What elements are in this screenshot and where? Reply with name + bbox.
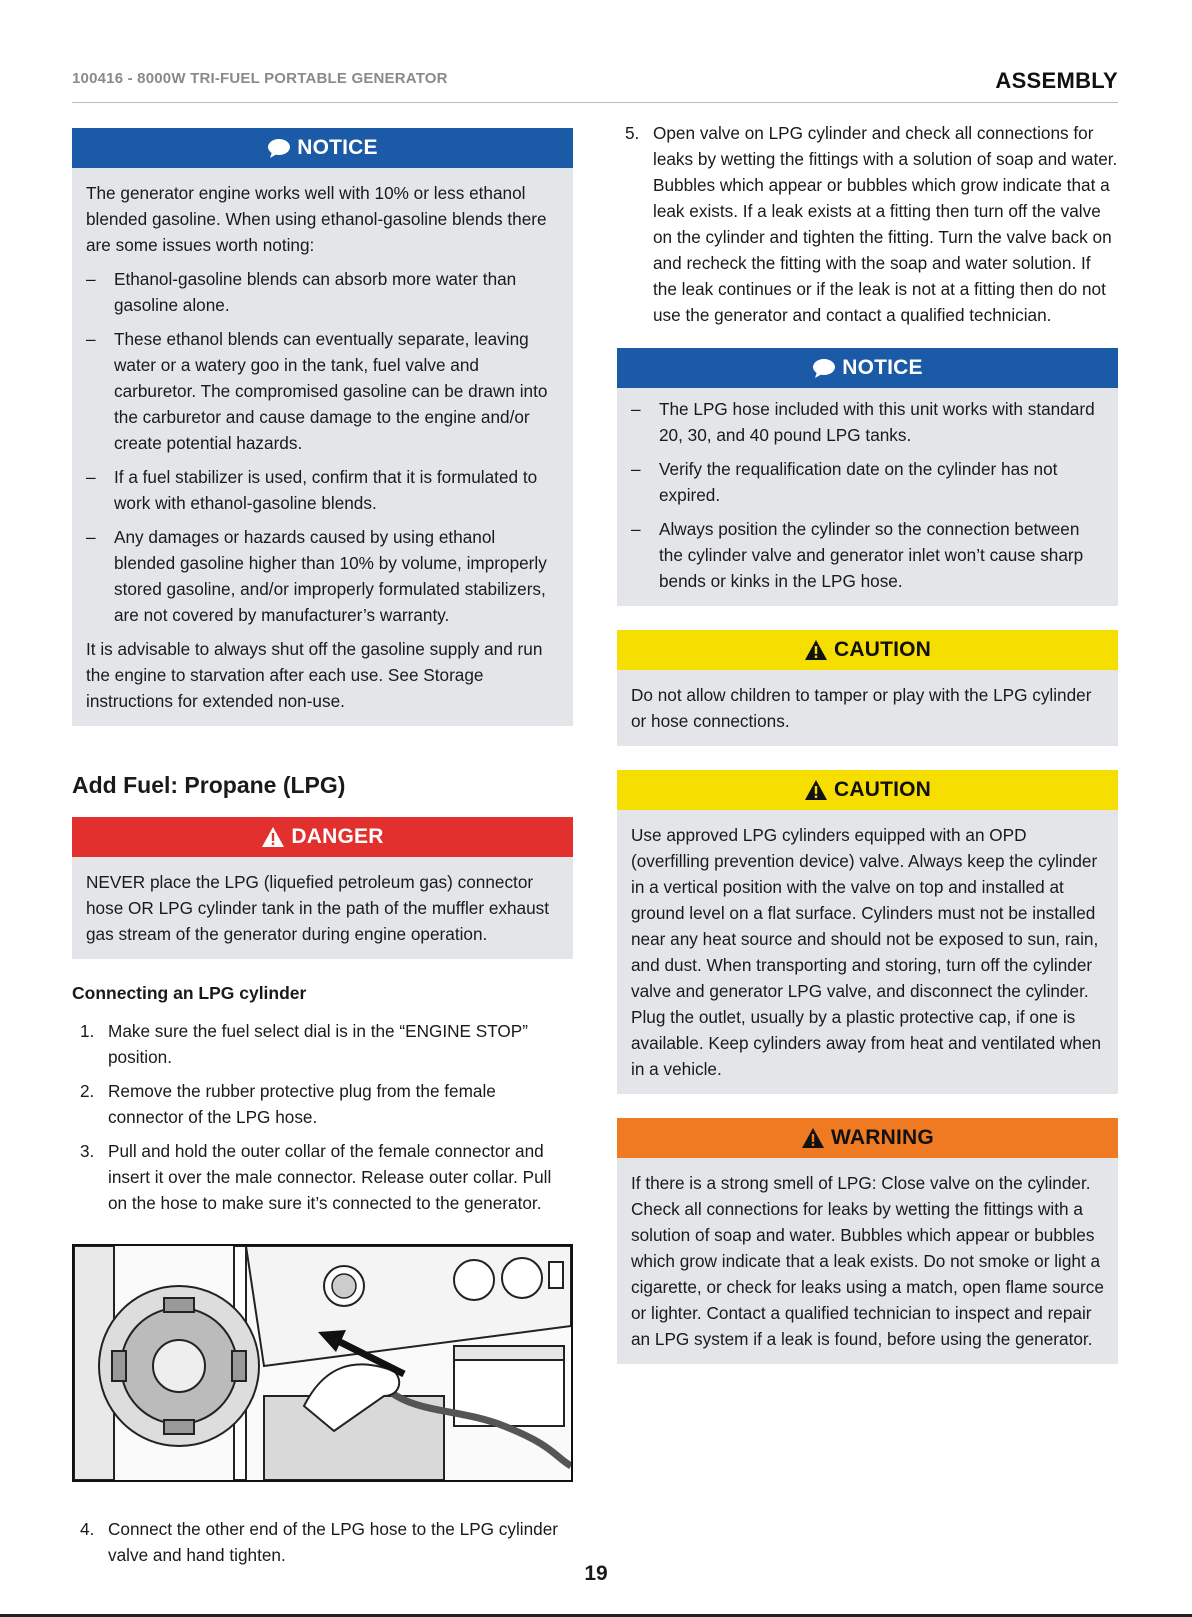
speech-bubble-icon xyxy=(267,137,291,159)
notice-intro: The generator engine works well with 10% or less ethanol blended gasoline. When using ethanol-gasoline blends there are some issues worth noting: xyxy=(86,183,547,255)
caution-header xyxy=(617,630,1118,670)
danger-box xyxy=(72,817,573,959)
page-number: 19 xyxy=(584,1562,608,1585)
lpg-connection-illustration xyxy=(72,1244,573,1482)
notice-body xyxy=(617,388,1118,606)
warning-triangle-icon xyxy=(804,779,828,801)
steps-list xyxy=(72,1018,573,1216)
list-item: 5. Open valve on LPG cylinder and check all connections for leaks by wetting the fittings with a solution of soap and water. Bubbles which appear or bubbles which grow indicate that a leak exists. If a leak exists at a fitting then turn off the valve on the cylinder and tighten the fitting. Turn the valve back on and recheck the fitting with the soap and water solution. If the leak continues or if the leak is not at a fitting then do not use the generator and contact a qualified technician. xyxy=(625,123,1118,325)
list-item: 4. Connect the other end of the LPG hose to the LPG cylinder valve and hand tighten. xyxy=(80,1519,559,1565)
caution-text: Use approved LPG cylinders equipped with an OPD (overfilling prevention device) valve. Always keep the cylinder in a vertical position with the valve on top and installed at ground level on a flat surface. Cylinders must not be installed near any heat source and should not be exposed to sun, rain, and dust. When transporting and storing, turn off the cylinder valve and generator LPG valve, and disconnect the cylinder. Plug the outlet, usually by a plastic protective cap, if one is available. Keep cylinders away from heat and ventilated when in a vehicle. xyxy=(631,825,1102,1079)
section-heading: ASSEMBLY xyxy=(995,68,1118,93)
caution-box-children xyxy=(617,630,1118,746)
speech-bubble-icon xyxy=(812,357,836,379)
caution-body xyxy=(617,670,1118,746)
danger-body xyxy=(72,857,573,959)
steps-list-right xyxy=(617,120,1118,328)
list-item: – Ethanol-gasoline blends can absorb more water than gasoline alone. xyxy=(86,266,559,318)
list-item: – Any damages or hazards caused by using ethanol blended gasoline higher than 10% by volume, improperly stored gasoline, and/or improperly formulated stabilizers, are not covered by manufacturer’s warranty. xyxy=(86,524,559,628)
list-item: – These ethanol blends can eventually separate, leaving water or a watery goo in the tank, fuel valve and carburetor. The compromised gasoline can be drawn into the carburetor and cause damage to the engine and/or create potential hazards. xyxy=(86,326,559,456)
warning-title: WARNING xyxy=(831,1126,934,1149)
danger-text: NEVER place the LPG (liquefied petroleum gas) connector hose OR LPG cylinder tank in the path of the muffler exhaust gas stream of the generator during engine operation. xyxy=(86,872,550,944)
notice-list xyxy=(86,266,559,628)
notice-header xyxy=(72,128,573,168)
list-item: – Verify the requalification date on the cylinder has not expired. xyxy=(631,456,1104,508)
connecting-title: Connecting an LPG cylinder xyxy=(72,983,307,1003)
warning-triangle-icon xyxy=(804,639,828,661)
list-item: – If a fuel stabilizer is used, confirm that it is formulated to work with ethanol-gasoline blends. xyxy=(86,464,559,516)
list-item: – Always position the cylinder so the connection between the cylinder valve and generator inlet won’t cause sharp bends or kinks in the LPG hose. xyxy=(631,516,1104,594)
warning-box xyxy=(617,1118,1118,1364)
notice-title: NOTICE xyxy=(842,356,923,379)
notice-body xyxy=(72,168,573,726)
warning-body xyxy=(617,1158,1118,1364)
warning-triangle-icon xyxy=(261,826,285,848)
caution-title: CAUTION xyxy=(833,638,932,661)
caution-text: Do not allow children to tamper or play with the LPG cylinder or hose connections. xyxy=(631,685,1092,731)
list-item: – The LPG hose included with this unit works with standard 20, 30, and 40 pound LPG tanks. xyxy=(631,396,1104,448)
danger-title: DANGER xyxy=(291,825,384,848)
caution-body xyxy=(617,810,1118,1094)
notice-list xyxy=(631,396,1104,594)
section-title: Add Fuel: Propane (LPG) xyxy=(72,772,346,798)
left-column xyxy=(72,128,573,1576)
header-divider xyxy=(72,102,1118,103)
danger-header xyxy=(72,817,573,857)
notice-outro: It is advisable to always shut off the gasoline supply and run the engine to starvation after each use. See Storage instructions for extended non-use. xyxy=(86,639,543,711)
notice-box-lpg xyxy=(617,348,1118,606)
steps-list-continued xyxy=(72,1516,573,1568)
list-item: 3. Pull and hold the outer collar of the female connector and insert it over the male connector. Release outer collar. Pull on the hose to make sure it’s connected to the generator. xyxy=(80,1141,552,1213)
caution-title: CAUTION xyxy=(833,778,932,801)
notice-box-ethanol xyxy=(72,128,573,726)
warning-text: If there is a strong smell of LPG: Close valve on the cylinder. Check all connections for leaks by wetting the fittings with a solution of soap and water. Bubbles which appear or bubbles which grow indicate that a leak exists. Do not smoke or light a cigarette, or check for leaks using a match, open flame source or lighter. Contact a qualified technician to inspect and repair an LPG system if a leak is found, before using the generator. xyxy=(631,1173,1104,1349)
warning-header xyxy=(617,1118,1118,1158)
caution-box-cylinders xyxy=(617,770,1118,1094)
caution-header xyxy=(617,770,1118,810)
notice-header xyxy=(617,348,1118,388)
warning-triangle-icon xyxy=(801,1127,825,1149)
notice-title: NOTICE xyxy=(297,136,378,159)
right-column xyxy=(617,120,1118,1364)
list-item: 2. Remove the rubber protective plug from the female connector of the LPG hose. xyxy=(80,1081,496,1127)
list-item: 1. Make sure the fuel select dial is in the “ENGINE STOP” position. xyxy=(80,1021,528,1067)
document-id: 100416 - 8000W TRI-FUEL PORTABLE GENERATOR xyxy=(72,70,448,87)
